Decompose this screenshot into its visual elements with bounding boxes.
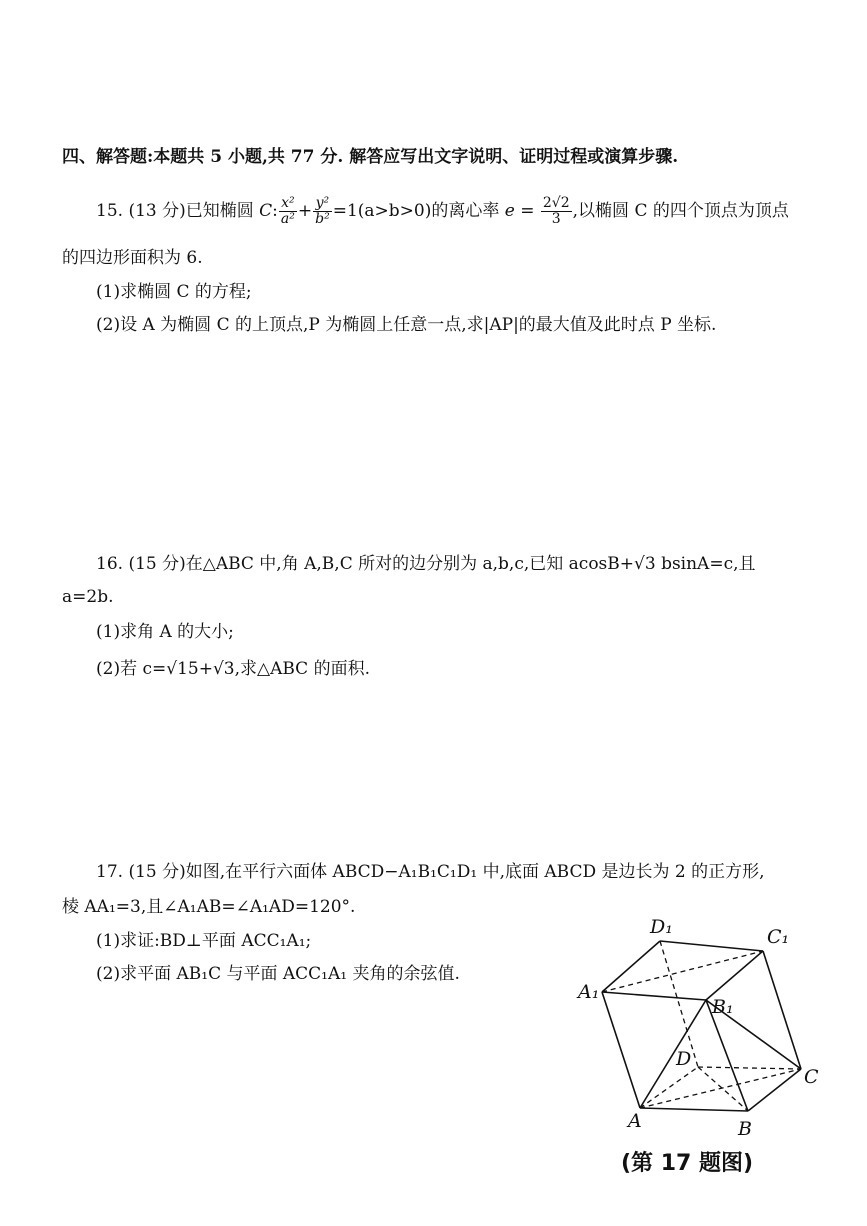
q15-part2: (2)设 A 为椭圆 C 的上顶点,P 为椭圆上任意一点,求|AP|的最大值及此时点 P 坐标. <box>96 315 717 335</box>
edge-a-b <box>640 1108 748 1111</box>
q15-tail: ,以椭圆 C 的四个顶点为顶点 <box>572 201 789 221</box>
edge-d1-c1 <box>660 941 763 951</box>
q16-line1: 16. (15 分)在△ABC 中,角 A,B,C 所对的边分别为 a,b,c,已知 acosB+√3 bsinA=c,且 <box>96 554 756 574</box>
q15-frac-e-num: 2√2 <box>542 195 570 211</box>
q15-cond: =1(a>b>0)的离心率 <box>332 201 505 221</box>
edge-a1-a <box>602 992 640 1108</box>
q15-colon: : <box>272 201 278 221</box>
label-c: C <box>804 1066 819 1088</box>
q15-frac-y-den: b² <box>315 211 330 227</box>
q15-e-label: e <box>504 201 515 221</box>
q15-ellipse-name: C <box>259 201 273 221</box>
q17-part2: (2)求平面 AB₁C 与平面 ACC₁A₁ 夹角的余弦值. <box>96 964 460 984</box>
label-a1: A₁ <box>578 981 600 1003</box>
q16-part2: (2)若 c=√15+√3,求△ABC 的面积. <box>96 659 370 679</box>
edge-c1-c <box>763 951 801 1069</box>
q15-part1: (1)求椭圆 C 的方程; <box>96 282 252 302</box>
label-d1: D₁ <box>650 916 673 938</box>
q17-part1: (1)求证:BD⊥平面 ACC₁A₁; <box>96 931 312 951</box>
label-b1: B₁ <box>712 996 734 1018</box>
edge-a-d <box>640 1067 698 1108</box>
label-c1: C₁ <box>767 926 790 948</box>
q15-frac-x <box>279 196 297 227</box>
edge-a-b1 <box>640 1000 706 1108</box>
q15-line1 <box>96 196 789 227</box>
q15-frac-y <box>313 196 332 227</box>
label-a: A <box>628 1110 642 1132</box>
q15-frac-x-num: x² <box>279 196 297 212</box>
q17-line2: 棱 AA₁=3,且∠A₁AB=∠A₁AD=120°. <box>62 897 356 917</box>
q15-frac-e <box>541 196 572 227</box>
q15-frac-x-den: a² <box>280 211 295 227</box>
label-d: D <box>676 1048 692 1070</box>
q16-line2: a=2b. <box>62 587 114 607</box>
q17-line1: 17. (15 分)如图,在平行六面体 ABCD−A₁B₁C₁D₁ 中,底面 ABCD 是边长为 2 的正方形, <box>96 862 765 882</box>
q15-frac-e-den: 3 <box>551 211 561 227</box>
q15-frac-y-num: y² <box>313 196 332 212</box>
edge-a1-b1 <box>602 992 706 1000</box>
label-b: B <box>738 1118 752 1140</box>
q16-part1: (1)求角 A 的大小; <box>96 622 234 642</box>
q15-plus: + <box>297 201 313 221</box>
edge-d-c <box>698 1067 801 1069</box>
q15-lead: 15. (13 分)已知椭圆 <box>96 201 260 221</box>
section-header: 四、解答题:本题共 5 小题,共 77 分. 解答应写出文字说明、证明过程或演算步骤. <box>62 147 679 167</box>
q15-eq: = <box>514 201 540 221</box>
q15-line2: 的四边形面积为 6. <box>62 248 203 268</box>
figure-caption: (第 17 题图) <box>621 1151 754 1176</box>
parallelepiped-figure <box>570 905 830 1145</box>
